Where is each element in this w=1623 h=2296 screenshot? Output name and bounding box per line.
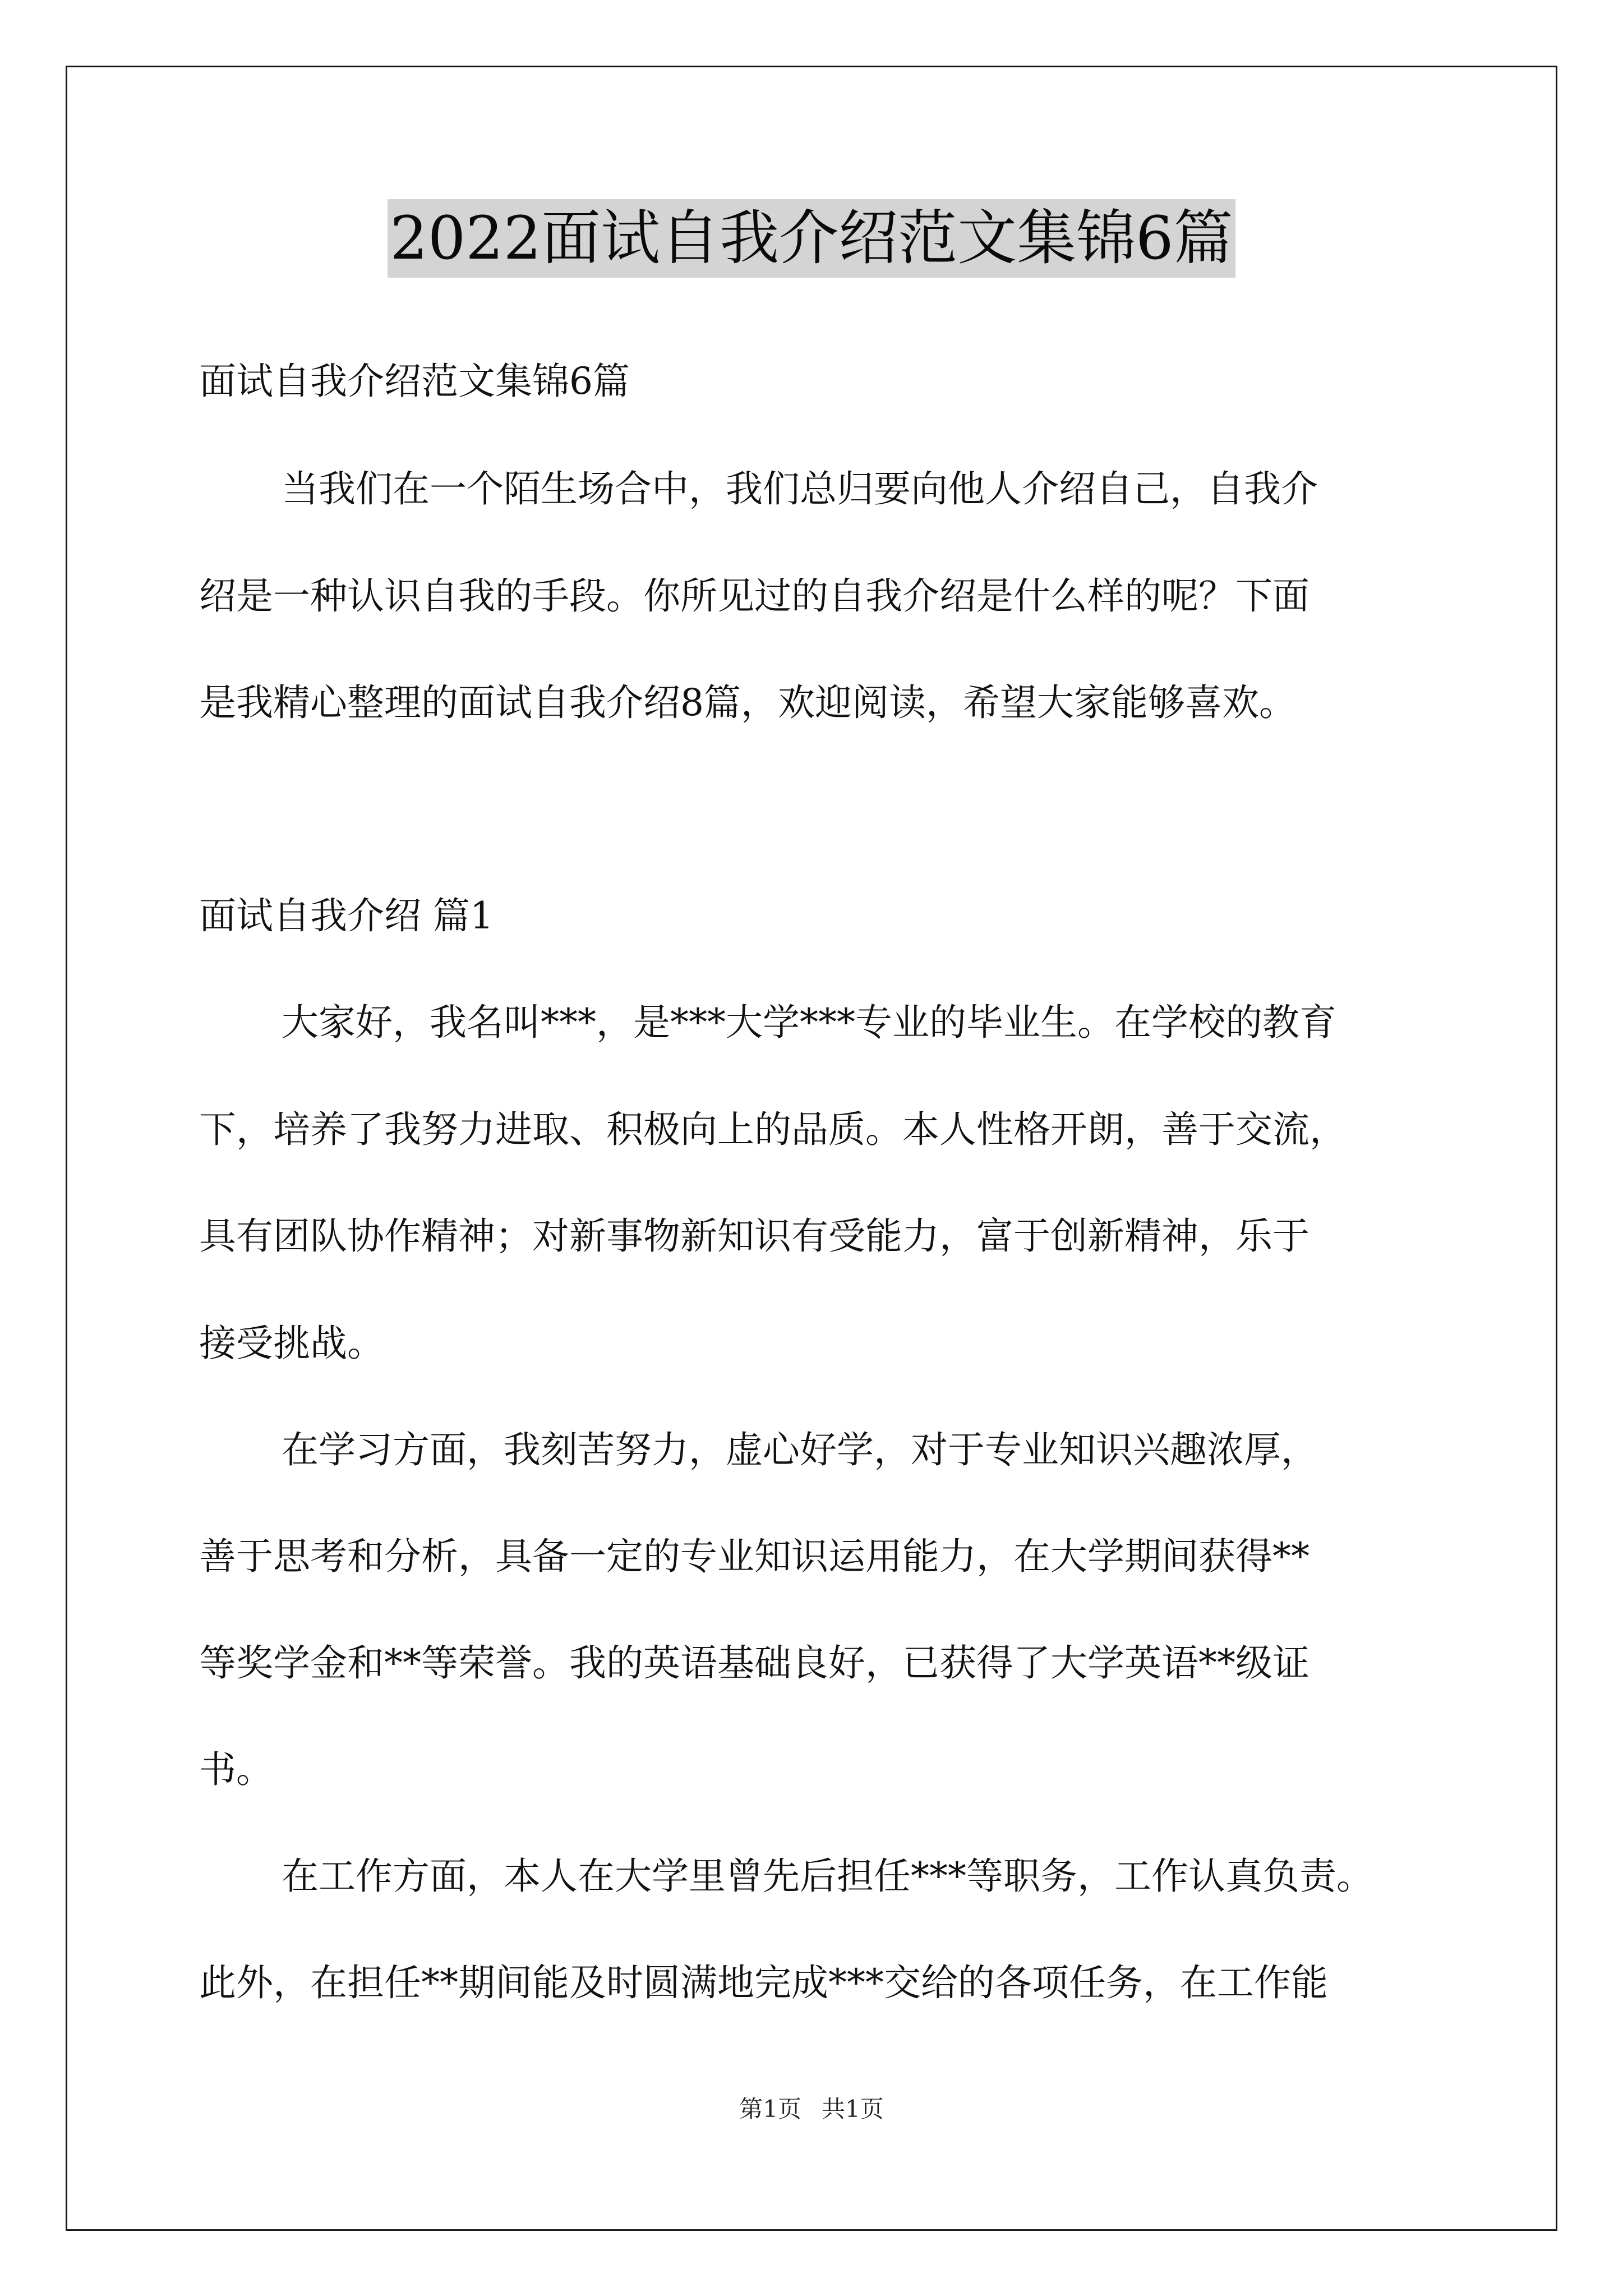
page-footer	[0, 2092, 1623, 2126]
body-line-9: 在工作方面，本人在大学里曾先后担任***等职务，工作认真负责。	[282, 1855, 1373, 1898]
body-line-10: 此外，在担任**期间能及时圆满地完成***交给的各项任务，在工作能	[199, 1961, 1328, 2004]
document-title: 2022面试自我介绍范文集锦6篇	[0, 199, 1623, 278]
body-line-6: 善于思考和分析，具备一定的专业知识运用能力，在大学期间获得**	[199, 1535, 1310, 1578]
intro-line-2: 绍是一种认识自我的手段。你所见过的自我介绍是什么样的呢？下面	[199, 574, 1310, 618]
body-line-3: 具有团队协作精神；对新事物新知识有受能力，富于创新精神，乐于	[199, 1214, 1310, 1258]
body-line-4: 接受挑战。	[199, 1322, 384, 1365]
section-heading: 面试自我介绍 篇1	[199, 894, 494, 937]
body-line-7: 等奖学金和**等荣誉。我的英语基础良好，已获得了大学英语**级证	[199, 1641, 1310, 1685]
intro-line-3: 是我精心整理的面试自我介绍8篇，欢迎阅读，希望大家能够喜欢。	[199, 681, 1296, 724]
body-line-2: 下，培养了我努力进取、积极向上的品质。本人性格开朗，善于交流，	[199, 1108, 1347, 1151]
page-total: 共1页	[822, 2095, 884, 2123]
body-line-8: 书。	[199, 1748, 273, 1791]
intro-line-1: 当我们在一个陌生场合中，我们总归要向他人介绍自己，自我介	[282, 467, 1318, 510]
subtitle: 面试自我介绍范文集锦6篇	[199, 360, 630, 403]
page-number: 第1页	[739, 2095, 801, 2123]
body-line-1: 大家好，我名叫***，是***大学***专业的毕业生。在学校的教育	[282, 1001, 1336, 1044]
body-line-5: 在学习方面，我刻苦努力，虚心好学，对于专业知识兴趣浓厚，	[282, 1428, 1318, 1471]
